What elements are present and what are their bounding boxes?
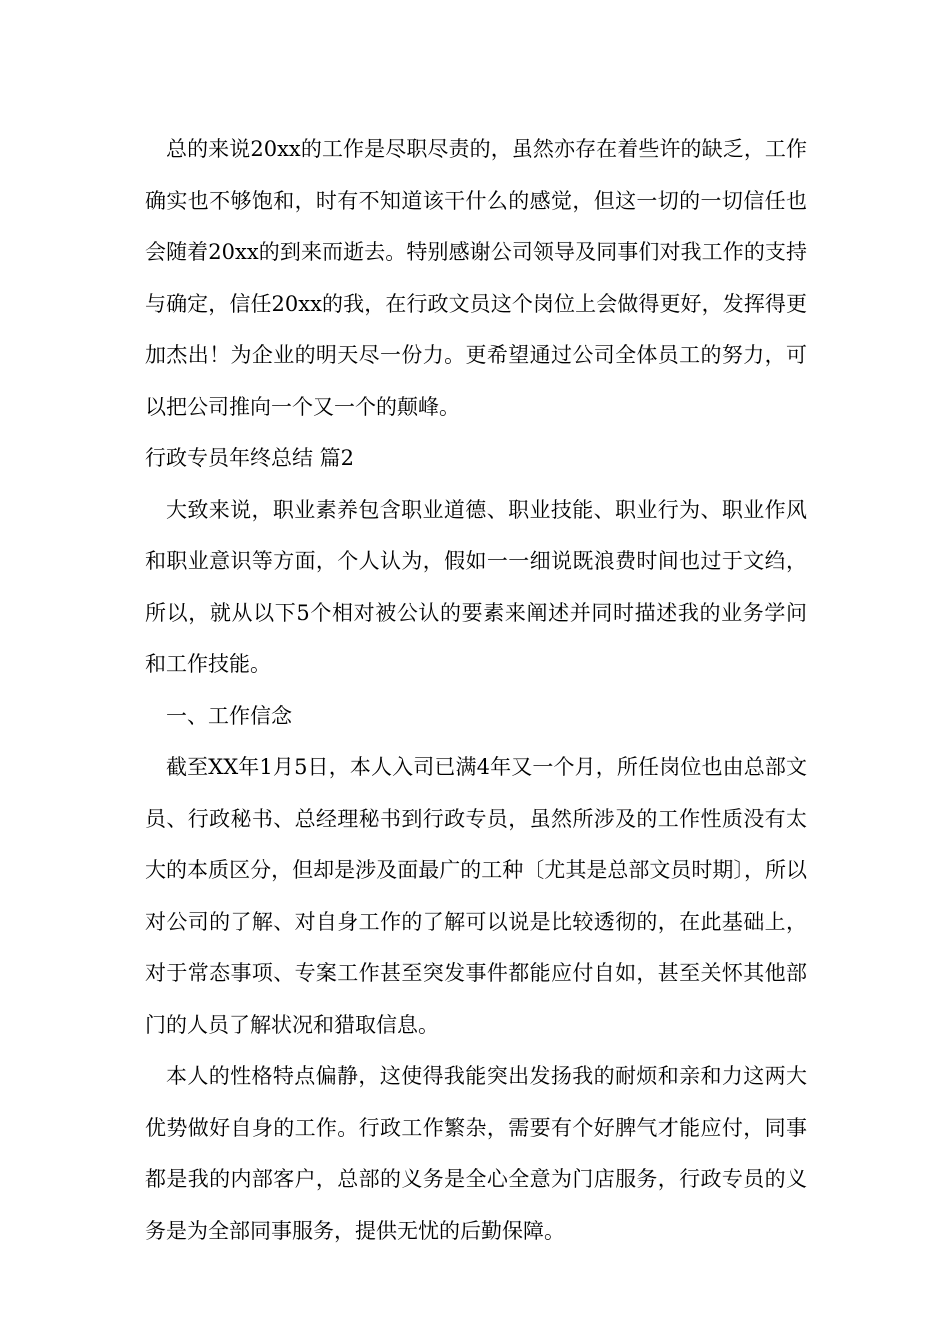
paragraph-personality: 本人的性格特点偏静，这使得我能突出发扬我的耐烦和亲和力这两大优势做好自身的工作。行政工作繁杂，需要有个好脾气才能应付，同事都是我的内部客户，总部的义务是全心全意为门店服务，行政专员的义务是为全部同事服务，提供无忧的后勤保障。 (145, 1064, 807, 1243)
paragraph-work-experience: 截至XX年1月5日，本人入司已满4年又一个月，所任岗位也由总部文员、行政秘书、总经理秘书到行政专员，虽然所涉及的工作性质没有太大的本质区分，但却是涉及面最广的工种〔尤其是总部文员时期〕，所以对公司的了解、对自身工作的了解可以说是比较透彻的，在此基础上，对于常态事项、专案工作甚至突发事件都能应付自如，甚至关怀其他部门的人员了解状况和猎取信息。 (145, 755, 807, 1037)
paragraph-closing-summary: 总的来说20xx的工作是尽职尽责的，虽然亦存在着些许的缺乏，工作确实也不够饱和，时有不知道该干什么的感觉，但这一切的一切信任也会随着20xx的到来而逝去。特别感谢公司领导及同事们对我工作的支持与确定，信任20xx的我，在行政文员这个岗位上会做得更好，发挥得更加杰出！为企业的明天尽一份力。更希望通过公司全体员工的努力，可以把公司推向一个又一个的颠峰。 (145, 137, 807, 419)
document-body (145, 124, 807, 1257)
section-heading-part-2: 行政专员年终总结 篇2 (145, 446, 355, 470)
paragraph-professional-qualities: 大致来说，职业素养包含职业道德、职业技能、职业行为、职业作风和职业意识等方面，个人认为，假如一一细说既浪费时间也过于文绉，所以，就从以下5个相对被公认的要素来阐述并同时描述我的业务学问和工作技能。 (145, 497, 807, 676)
subheading-work-belief: 一、工作信念 (166, 703, 292, 728)
